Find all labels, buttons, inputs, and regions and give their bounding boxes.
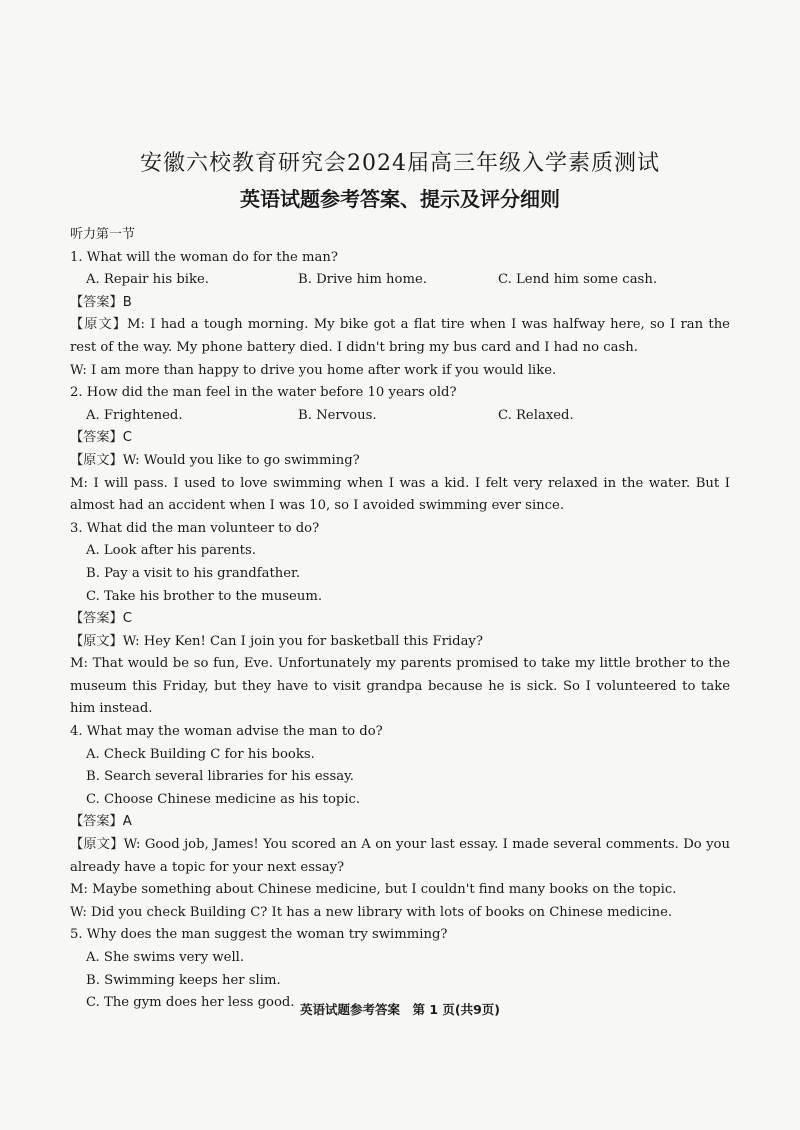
question-1-answer: 【答案】B — [70, 294, 132, 310]
question-1-options — [70, 269, 730, 292]
option-c: C. Relaxed. — [498, 407, 574, 423]
option-a: A. Frightened. — [86, 407, 183, 423]
question-1-transcript: 【原文】M: I had a tough morning. My bike got a flat tire when I was halfway here, so I ran the rest of the way. My phone battery died. I didn't bring my bus card and I had no cash. — [70, 317, 730, 355]
option-c: C. Choose Chinese medicine as his topic. — [86, 791, 361, 807]
document-body — [70, 224, 730, 1015]
option-c: C. Lend him some cash. — [498, 272, 658, 288]
page-subtitle: 英语试题参考答案、提示及评分细则 — [240, 187, 560, 211]
option-a: A. Look after his parents. — [86, 543, 256, 559]
option-b: B. Pay a visit to his grandfather. — [86, 565, 301, 581]
page-footer: 英语试题参考答案 第 1 页(共9页) — [299, 1002, 501, 1017]
question-4-transcript-2: M: Maybe something about Chinese medicine, but I couldn't find many books on the topic. — [70, 882, 677, 898]
option-b: B. Drive him home. — [298, 272, 427, 288]
question-1-transcript-2: W: I am more than happy to drive you home after work if you would like. — [70, 362, 557, 378]
question-2-transcript-2: M: I will pass. I used to love swimming when I was a kid. I felt very relaxed in the water. But I almost had an accident when I was 10, so I avoided swimming ever since. — [70, 475, 730, 514]
question-2-options — [70, 405, 730, 428]
question-5-stem: 5. Why does the man suggest the woman try swimming? — [70, 927, 448, 943]
page-title: 安徽六校教育研究会2024届高三年级入学素质测试 — [140, 151, 660, 176]
option-c: C. The gym does her less good. — [86, 995, 295, 1011]
option-a: A. Check Building C for his books. — [86, 746, 315, 762]
question-4-transcript: 【原文】W: Good job, James! You scored an A on your last essay. I made several comments. Do you already have a topic for your next essay? — [70, 837, 730, 875]
option-b: B. Swimming keeps her slim. — [86, 972, 281, 988]
option-b: B. Search several libraries for his essay. — [86, 769, 354, 785]
option-a: A. She swims very well. — [86, 950, 245, 965]
question-4-transcript-3: W: Did you check Building C? It has a new library with lots of books on Chinese medicine. — [70, 904, 673, 920]
option-a: A. Repair his bike. — [86, 272, 209, 288]
option-b: B. Nervous. — [298, 407, 377, 423]
option-c: C. Take his brother to the museum. — [86, 588, 323, 604]
question-4-stem: 4. What may the woman advise the man to do? — [70, 724, 383, 740]
question-3-transcript: 【原文】W: Hey Ken! Can I join you for basketball this Friday? — [70, 633, 483, 649]
section-heading: 听力第一节 — [70, 227, 136, 242]
question-1-stem: 1. What will the woman do for the man? — [70, 249, 338, 265]
question-4-answer: 【答案】A — [70, 814, 132, 830]
question-3-transcript-2: M: That would be so fun, Eve. Unfortunately my parents promised to take my little brother to the museum this Friday, but they have to visit grandpa because he is sick. So I volunteered to take him instead. — [70, 656, 730, 717]
question-2-stem: 2. How did the man feel in the water before 10 years old? — [70, 385, 457, 401]
question-2-answer: 【答案】C — [70, 430, 132, 446]
question-3-answer: 【答案】C — [70, 611, 132, 627]
question-3-stem: 3. What did the man volunteer to do? — [70, 520, 320, 536]
question-2-transcript: 【原文】W: Would you like to go swimming? — [70, 452, 360, 468]
